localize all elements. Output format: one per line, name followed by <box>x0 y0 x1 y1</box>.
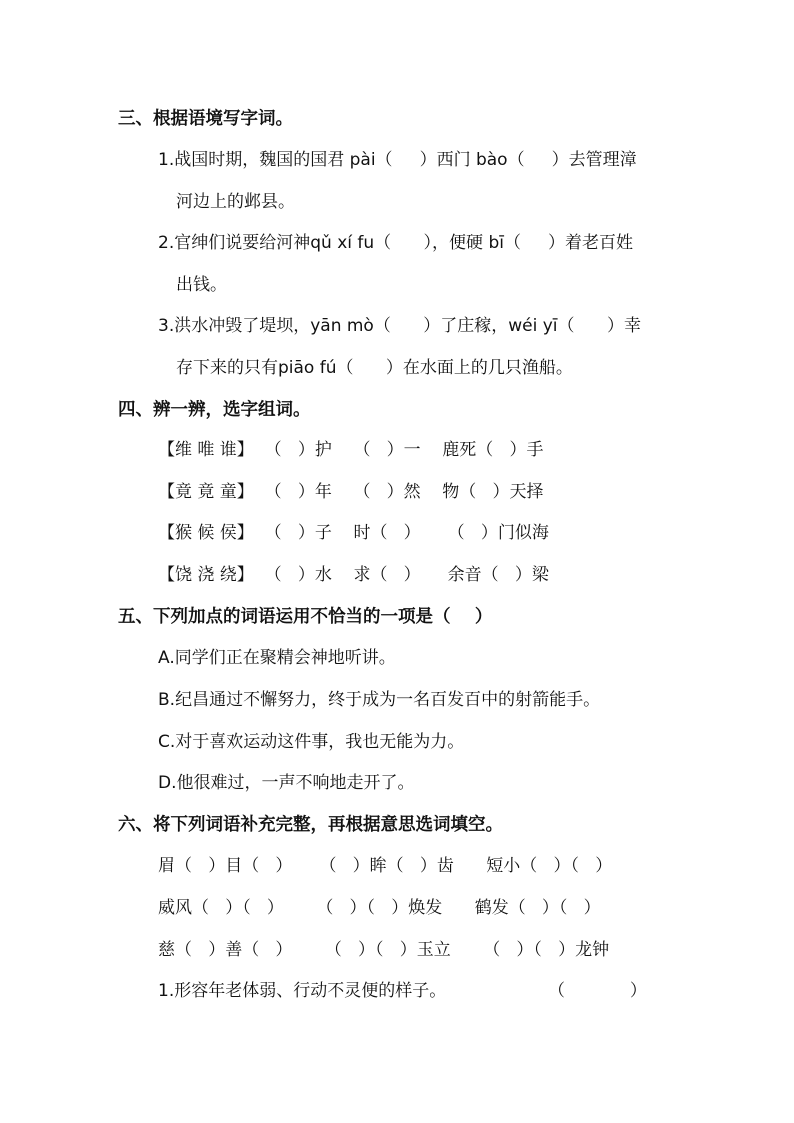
section-4-heading: 四、辨一辨，选字组词。 <box>118 400 311 420</box>
s4-row-1: 【维 唯 谁】 （ ）护 （ ）一 鹿死（ ）手 <box>158 440 544 460</box>
s3-question-1-line-2: 河边上的邺县。 <box>176 192 295 212</box>
s6-question-1-answer-blank: （ ） <box>548 981 647 1001</box>
s5-option-a: A.同学们正在聚精会神地听讲。 <box>158 648 396 668</box>
s5-option-d: D.他很难过，一声不响地走开了。 <box>158 773 415 793</box>
s3-question-3-line-1: 3.洪水冲毁了堤坝，yān mò（ ）了庄稼，wéi yī（ ）幸 <box>158 316 641 336</box>
s4-row-4: 【饶 浇 绕】 （ ）水 求（ ） 余音（ ）梁 <box>158 565 549 585</box>
section-5-heading: 五、下列加点的词语运用不恰当的一项是（ ） <box>118 607 493 627</box>
s5-option-b: B.纪昌通过不懈努力，终于成为一名百发百中的射箭能手。 <box>158 690 601 710</box>
s6-row-2: 威风（ ）（ ） （ ）（ ）焕发 鹤发（ ）（ ） <box>158 898 601 918</box>
s4-row-3: 【猴 候 侯】 （ ）子 时（ ） （ ）门似海 <box>158 523 549 543</box>
s3-question-2-line-2: 出钱。 <box>176 275 227 295</box>
section-3-heading: 三、根据语境写字词。 <box>118 109 293 129</box>
s4-row-2: 【竟 竟 童】 （ ）年 （ ）然 物（ ）天择 <box>158 482 544 502</box>
s6-row-3: 慈（ ）善（ ） （ ）（ ）玉立 （ ）（ ）龙钟 <box>158 940 610 960</box>
section-6-heading: 六、将下列词语补充完整，再根据意思选词填空。 <box>118 815 503 835</box>
s3-question-2-line-1: 2.官绅们说要给河神qǔ xí fu（ ），便硬 bī（ ）着老百姓 <box>158 233 633 253</box>
s5-option-c: C.对于喜欢运动这件事，我也无能为力。 <box>158 732 465 752</box>
s3-question-3-line-2: 存下来的只有piāo fú（ ）在水面上的几只渔船。 <box>176 358 573 378</box>
s3-question-1-line-1: 1.战国时期，魏国的国君 pài（ ）西门 bào（ ）去管理漳 <box>158 150 637 170</box>
s6-row-1: 眉（ ）目（ ） （ ）眸（ ）齿 短小（ ）（ ） <box>158 856 613 876</box>
s6-question-1: 1.形容年老体弱、行动不灵便的样子。 <box>158 981 447 1001</box>
